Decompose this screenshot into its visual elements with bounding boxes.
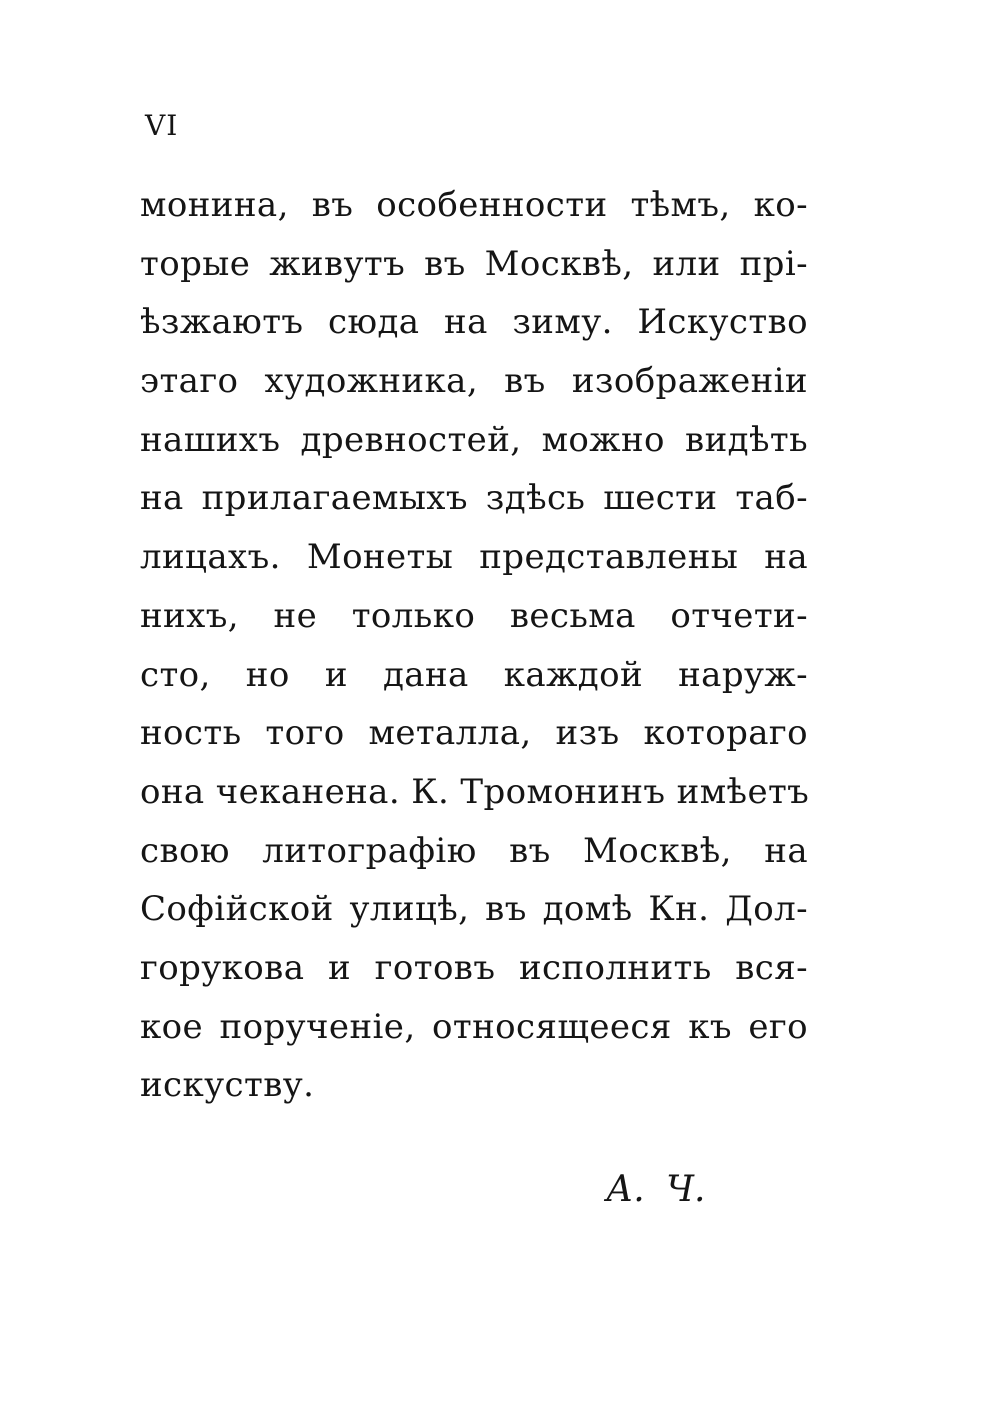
- text-line: монина, въ особенности тѣмъ, ко-: [140, 185, 808, 225]
- text-line: этаго художника, въ изображеніи: [140, 361, 808, 402]
- text-line: Софійской улицѣ, въ домѣ Кн. Дол-: [140, 889, 808, 930]
- text-line: свою литографію въ Москвѣ, на: [140, 830, 808, 871]
- text-line: торые живутъ въ Москвѣ, или прі-: [140, 243, 808, 284]
- body-text: [140, 176, 808, 1115]
- text-line: нихъ, не только весьма отчети-: [140, 595, 808, 636]
- text-line: она чеканена. К. Тромонинъ имѣетъ: [140, 771, 810, 812]
- text-line: кое порученіе, относящееся къ его: [140, 1006, 808, 1047]
- text-line: сто, но и дана каждой наруж-: [140, 654, 808, 695]
- text-line: нашихъ древностей, можно видѣть: [140, 419, 808, 460]
- text-line: лицахъ. Монеты представлены на: [140, 537, 808, 578]
- text-line: искуству.: [140, 1065, 315, 1106]
- text-line: ѣзжаютъ сюда на зиму. Искуство: [140, 302, 808, 343]
- text-line: на прилагаемыхъ здѣсь шести таб-: [140, 478, 808, 519]
- text-line: ность того металла, изъ котораго: [140, 713, 808, 754]
- text-line: горукова и готовъ исполнить вся-: [140, 947, 808, 988]
- author-signature: А. Ч.: [606, 1169, 706, 1210]
- page-number: VI: [145, 109, 179, 142]
